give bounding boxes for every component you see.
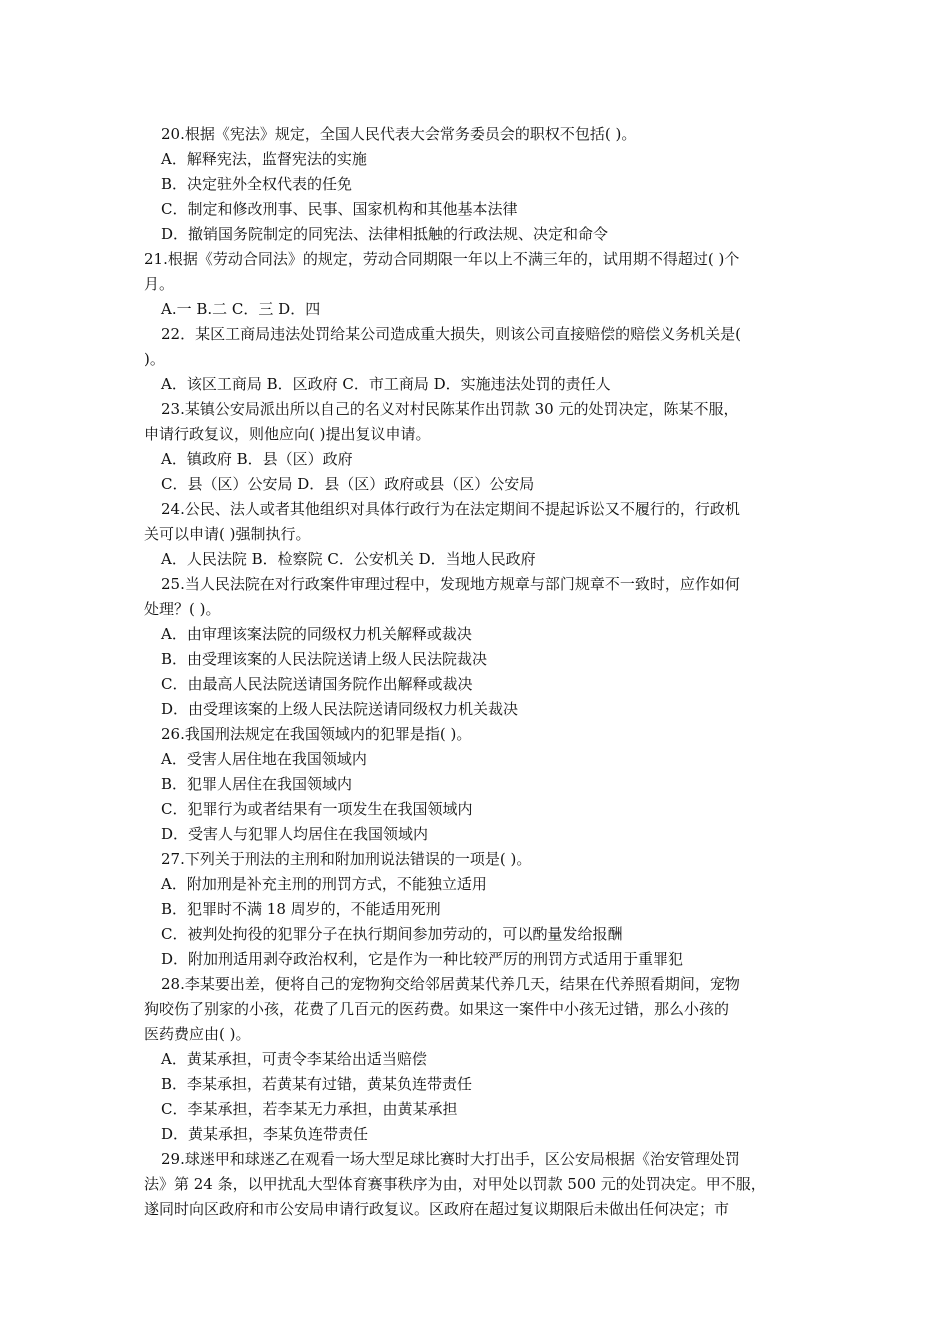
text-line: 处理？( )。 [144, 600, 221, 618]
text-line: C．由最高人民法院送请国务院作出解释或裁决 [161, 675, 473, 693]
text-line: 21.根据《劳动合同法》的规定，劳动合同期限一年以上不满三年的，试用期不得超过( )个 [144, 250, 740, 268]
text-line: A．该区工商局 B．区政府 C．市工商局 D．实施违法处罚的责任人 [161, 375, 611, 393]
text-line: 法》第 24 条，以甲扰乱大型体育赛事秩序为由，对甲处以罚款 500 元的处罚决定。甲不服， [144, 1175, 766, 1193]
text-line: 遂同时向区政府和市公安局申请行政复议。区政府在超过复议期限后未做出任何决定；市 [144, 1200, 730, 1218]
text-line: 20.根据《宪法》规定，全国人民代表大会常务委员会的职权不包括( )。 [161, 125, 637, 143]
text-line: D．受害人与犯罪人均居住在我国领域内 [161, 825, 429, 843]
text-line: C．制定和修改刑事、民事、国家机构和其他基本法律 [161, 200, 518, 218]
text-line: C．李某承担，若李某无力承担，由黄某承担 [161, 1100, 458, 1118]
text-line: 24.公民、法人或者其他组织对具体行政行为在法定期间不提起诉讼又不履行的，行政机 [161, 500, 740, 518]
text-line: A．黄某承担，可责令李某给出适当赔偿 [161, 1050, 427, 1068]
text-line: 25.当人民法院在对行政案件审理过程中，发现地方规章与部门规章不一致时，应作如何 [161, 575, 740, 593]
text-line: 27.下列关于刑法的主刑和附加刑说法错误的一项是( )。 [161, 850, 532, 868]
text-line: 申请行政复议，则他应向( )提出复议申请。 [144, 425, 431, 443]
text-line: B．犯罪人居住在我国领域内 [161, 775, 353, 793]
text-line: 26.我国刑法规定在我国领域内的犯罪是指( )。 [161, 725, 472, 743]
text-line: A．解释宪法，监督宪法的实施 [161, 150, 367, 168]
text-line: 关可以申请( )强制执行。 [144, 525, 311, 543]
text-line: 狗咬伤了别家的小孩，花费了几百元的医药费。如果这一案件中小孩无过错，那么小孩的 [144, 1000, 730, 1018]
text-line: C．县（区）公安局 D．县（区）政府或县（区）公安局 [161, 475, 535, 493]
text-line: B．李某承担，若黄某有过错，黄某负连带责任 [161, 1075, 473, 1093]
text-line: 29.球迷甲和球迷乙在观看一场大型足球比赛时大打出手，区公安局根据《治安管理处罚 [161, 1150, 740, 1168]
text-line: 22．某区工商局违法处罚给某公司造成重大损失，则该公司直接赔偿的赔偿义务机关是( [161, 325, 741, 343]
text-line: 28.李某要出差，便将自己的宠物狗交给邻居黄某代养几天，结果在代养照看期间，宠物 [161, 975, 740, 993]
document-body [144, 122, 808, 1222]
text-line: A．附加刑是补充主刑的刑罚方式，不能独立适用 [161, 875, 487, 893]
text-line: 23.某镇公安局派出所以自己的名义对村民陈某作出罚款 30 元的处罚决定，陈某不服， [161, 400, 739, 418]
text-line: B．决定驻外全权代表的任免 [161, 175, 353, 193]
text-line: A．镇政府 B．县（区）政府 [161, 450, 353, 468]
text-line: A．人民法院 B．检察院 C．公安机关 D．当地人民政府 [161, 550, 536, 568]
text-line: D．撤销国务院制定的同宪法、法律相抵触的行政法规、决定和命令 [161, 225, 609, 243]
text-line: B．由受理该案的人民法院送请上级人民法院裁决 [161, 650, 488, 668]
text-line: B．犯罪时不满 18 周岁的，不能适用死刑 [161, 900, 441, 918]
text-line: A．受害人居住地在我国领域内 [161, 750, 367, 768]
text-line: C．被判处拘役的犯罪分子在执行期间参加劳动的，可以酌量发给报酬 [161, 925, 623, 943]
text-line: 月。 [144, 275, 175, 293]
text-line: C．犯罪行为或者结果有一项发生在我国领域内 [161, 800, 473, 818]
text-line: A.一 B.二 C．三 D．四 [161, 300, 321, 318]
text-line: )。 [144, 350, 165, 368]
text-line: D．由受理该案的上级人民法院送请同级权力机关裁决 [161, 700, 519, 718]
text-line: D．附加刑适用剥夺政治权利，它是作为一种比较严厉的刑罚方式适用于重罪犯 [161, 950, 684, 968]
text-line: D．黄某承担，李某负连带责任 [161, 1125, 369, 1143]
text-line: 医药费应由( )。 [144, 1025, 251, 1043]
text-line: A．由审理该案法院的同级权力机关解释或裁决 [161, 625, 472, 643]
